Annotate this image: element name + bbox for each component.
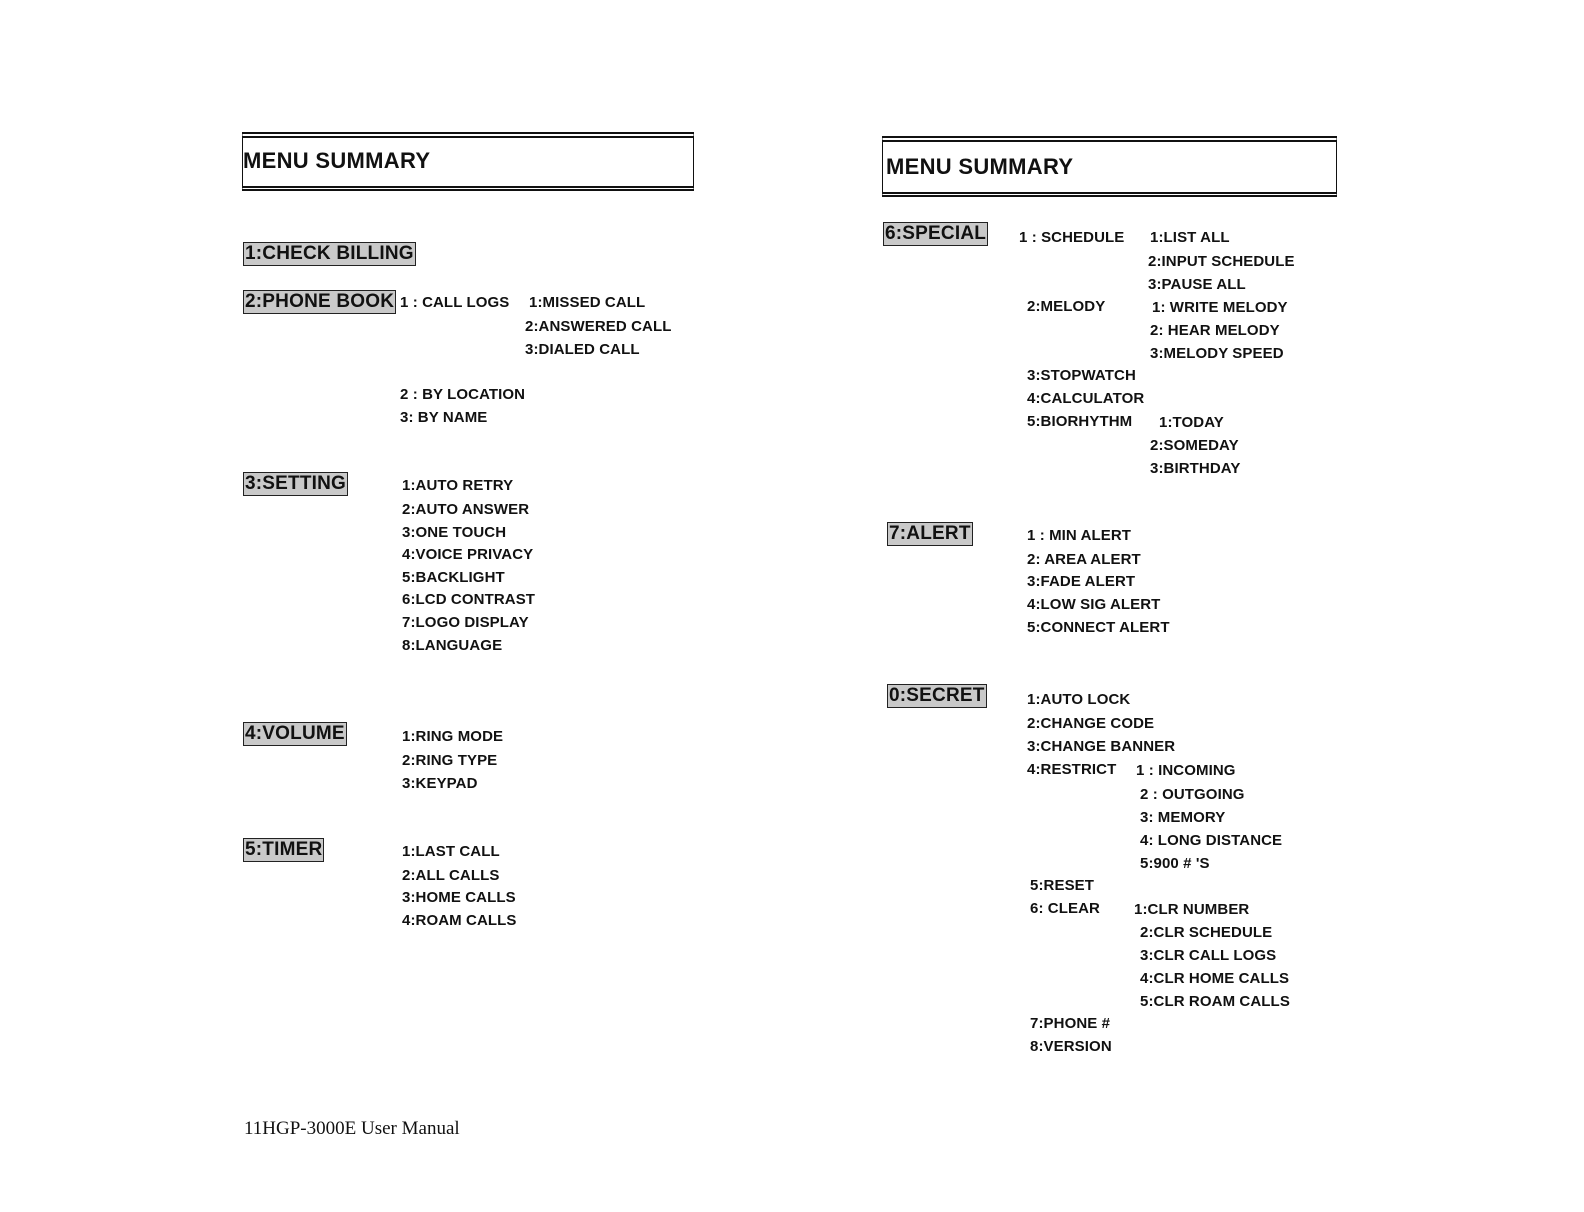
secret-version: 8:VERSION xyxy=(1030,1038,1112,1055)
restrict-item: 1 : INCOMING xyxy=(1136,762,1236,779)
secret-item: 3:CHANGE BANNER xyxy=(1027,738,1176,755)
special-melody: 2:MELODY xyxy=(1027,298,1106,315)
alert-item: 5:CONNECT ALERT xyxy=(1027,619,1170,636)
setting-item: 7:LOGO DISPLAY xyxy=(402,614,529,631)
restrict-item: 3: MEMORY xyxy=(1140,809,1226,826)
melody-item: 1: WRITE MELODY xyxy=(1152,299,1288,316)
schedule-item: 2:INPUT SCHEDULE xyxy=(1148,253,1295,270)
alert-item: 1 : MIN ALERT xyxy=(1027,527,1132,544)
special-schedule: 1 : SCHEDULE xyxy=(1019,229,1125,246)
secret-phone: 7:PHONE # xyxy=(1030,1015,1111,1032)
footer-manual-title: 11HGP-3000E User Manual xyxy=(244,1118,460,1139)
timer-item: 4:ROAM CALLS xyxy=(402,912,517,929)
section-secret: 0:SECRET xyxy=(889,685,985,706)
clear-item: 3:CLR CALL LOGS xyxy=(1140,947,1277,964)
alert-item: 2: AREA ALERT xyxy=(1027,551,1141,568)
timer-item: 2:ALL CALLS xyxy=(402,867,500,884)
alert-item: 3:FADE ALERT xyxy=(1027,573,1136,590)
right-header-box xyxy=(882,136,1337,197)
melody-item: 3:MELODY SPEED xyxy=(1150,345,1284,362)
right-header-title: MENU SUMMARY xyxy=(886,154,1074,179)
volume-item: 3:KEYPAD xyxy=(402,775,478,792)
section-special: 6:SPECIAL xyxy=(885,223,987,244)
clear-item: 4:CLR HOME CALLS xyxy=(1140,970,1290,987)
restrict-item: 2 : OUTGOING xyxy=(1140,786,1245,803)
setting-item: 1:AUTO RETRY xyxy=(402,477,514,494)
biorhythm-item: 3:BIRTHDAY xyxy=(1150,460,1241,477)
special-stopwatch: 3:STOPWATCH xyxy=(1027,367,1136,384)
secret-item: 1:AUTO LOCK xyxy=(1027,691,1131,708)
setting-item: 8:LANGUAGE xyxy=(402,637,503,654)
secret-item: 2:CHANGE CODE xyxy=(1027,715,1155,732)
section-volume: 4:VOLUME xyxy=(245,723,345,744)
secret-clear: 6: CLEAR xyxy=(1030,900,1100,917)
alert-item: 4:LOW SIG ALERT xyxy=(1027,596,1161,613)
melody-item: 2: HEAR MELODY xyxy=(1150,322,1280,339)
secret-reset: 5:RESET xyxy=(1030,877,1095,894)
timer-item: 3:HOME CALLS xyxy=(402,889,516,906)
phone-book-by-location: 2 : BY LOCATION xyxy=(400,386,526,403)
section-phone-book: 2:PHONE BOOK xyxy=(245,291,395,312)
setting-item: 3:ONE TOUCH xyxy=(402,524,507,541)
setting-item: 4:VOICE PRIVACY xyxy=(402,546,534,563)
biorhythm-item: 1:TODAY xyxy=(1159,414,1224,431)
clear-item: 2:CLR SCHEDULE xyxy=(1140,924,1273,941)
setting-item: 5:BACKLIGHT xyxy=(402,569,505,586)
section-setting: 3:SETTING xyxy=(245,473,347,494)
timer-item: 1:LAST CALL xyxy=(402,843,500,860)
clear-item: 5:CLR ROAM CALLS xyxy=(1140,993,1290,1010)
phone-book-by-name: 3: BY NAME xyxy=(400,409,488,426)
volume-item: 2:RING TYPE xyxy=(402,752,498,769)
left-header-title: MENU SUMMARY xyxy=(243,148,431,173)
restrict-item: 5:900 # 'S xyxy=(1140,855,1210,872)
schedule-item: 1:LIST ALL xyxy=(1150,229,1230,246)
section-timer: 5:TIMER xyxy=(245,839,323,860)
setting-item: 6:LCD CONTRAST xyxy=(402,591,536,608)
schedule-item: 3:PAUSE ALL xyxy=(1148,276,1246,293)
section-check-billing: 1:CHECK BILLING xyxy=(245,243,414,264)
special-calculator: 4:CALCULATOR xyxy=(1027,390,1145,407)
setting-item: 2:AUTO ANSWER xyxy=(402,501,530,518)
volume-item: 1:RING MODE xyxy=(402,728,504,745)
phone-book-call-logs: 1 : CALL LOGS xyxy=(400,294,510,311)
secret-restrict: 4:RESTRICT xyxy=(1027,761,1117,778)
call-log-item: 1:MISSED CALL xyxy=(529,294,646,311)
call-log-item: 2:ANSWERED CALL xyxy=(525,318,672,335)
restrict-item: 4: LONG DISTANCE xyxy=(1140,832,1283,849)
special-biorhythm: 5:BIORHYTHM xyxy=(1027,413,1133,430)
call-log-item: 3:DIALED CALL xyxy=(525,341,640,358)
section-alert: 7:ALERT xyxy=(889,523,971,544)
biorhythm-item: 2:SOMEDAY xyxy=(1150,437,1239,454)
left-header-box xyxy=(242,132,694,191)
clear-item: 1:CLR NUMBER xyxy=(1134,901,1250,918)
